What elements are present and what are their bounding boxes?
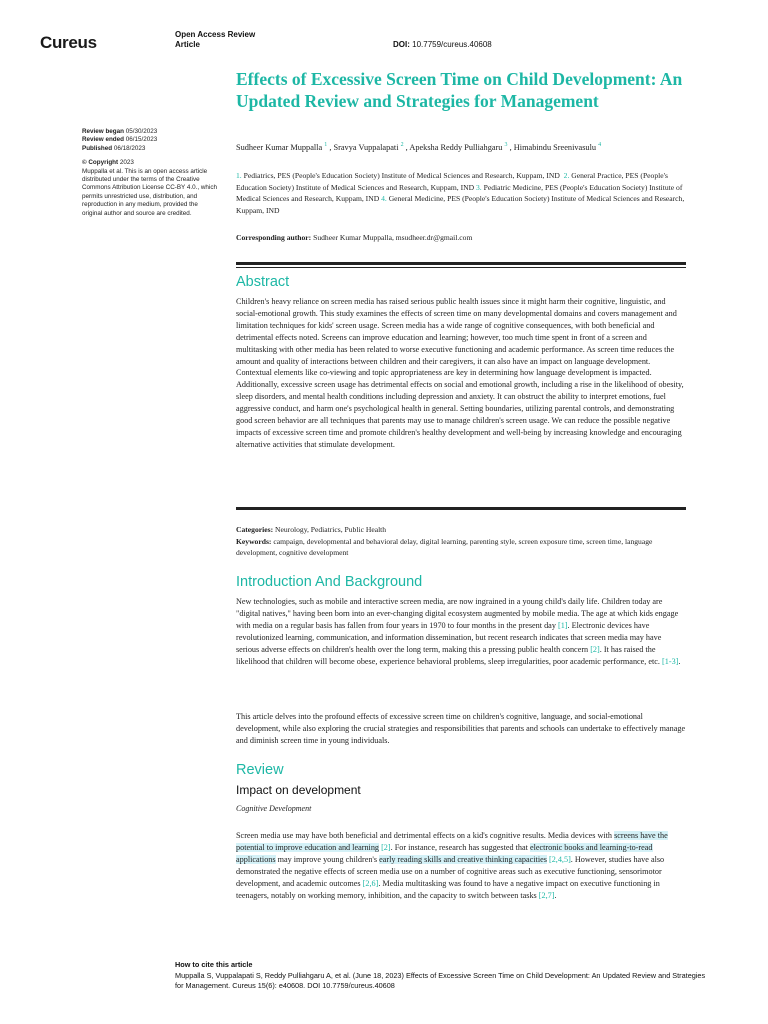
journal-logo: Cureus [40, 33, 97, 52]
text-run: New technologies, such as mobile and interactive screen media, are now ingrained in a young child's daily life. Children today are "digital natives," having been born into an ever-changing digital ecosystem augmented by mobile media. The age at which kids engage with media on a regular basis has fallen from four years in 1970 to four months in the present day [236, 597, 679, 630]
citation-footer [175, 960, 715, 992]
author-name[interactable]: Himabindu Sreenivasulu [513, 142, 597, 152]
affil-text: Pediatric Medicine, PES (People's Education Society) Institute of Medical Sciences and Research, Kuppam, IND [236, 182, 683, 204]
author-name[interactable]: Apeksha Reddy Pulliahgaru [409, 142, 503, 152]
corresponding-value[interactable]: Sudheer Kumar Muppalla, msudheer.dr@gmail.com [313, 233, 473, 242]
copyright [82, 159, 217, 167]
corresponding-author [236, 233, 686, 242]
text-run: . Media multitasking was found to have a negative impact on executive functioning in teenagers, notably on working memory, inhibition, and the capacity to switch between tasks [236, 878, 660, 900]
review-began [82, 128, 217, 136]
affiliations [236, 170, 686, 216]
divider [236, 507, 686, 510]
citation-link[interactable]: [2,6] [362, 878, 379, 888]
text-run: . [678, 656, 681, 666]
published [82, 145, 217, 153]
text-run: . However, studies have also demonstrated the negative effects of screen media use on a number of cognitive areas such as executive functioning, sensorimotor development, and academic outcomes [236, 854, 665, 888]
text-run: . For instance, research has suggested that [390, 842, 530, 852]
author-list: Sudheer Kumar Muppalla $^1$ , Sravya Vuppalapati $^2$ , Apeksha Reddy Pulliahgaru $^3$ , Himabindu Sreenivasulu $^4$ [236, 142, 602, 152]
copyright-year: 2023 [119, 159, 134, 167]
text-run: may improve young children's [275, 854, 380, 864]
categories-label: Categories: [236, 525, 274, 534]
author-affil-ref[interactable]: 4 [598, 142, 602, 148]
article-title: Effects of Excessive Screen Time on Child Development: An Updated Review and Strategies for Management [236, 69, 683, 111]
text-run: . [554, 890, 557, 900]
citation-link[interactable]: [2,7] [538, 890, 555, 900]
author-affil-ref[interactable]: 1 [324, 142, 328, 148]
citation-link[interactable]: [1] [557, 620, 568, 630]
intro-paragraph-1 [236, 596, 686, 667]
affil-num: 2. [563, 171, 570, 180]
corresponding-label: Corresponding author: [236, 233, 312, 242]
license-text: Muppalla et al. This is an open access article distributed under the terms of the Creative Commons Attribution License CC-BY 4.0., which permits unrestricted use, distribution, and reproduction in any medium, provided the original author and source are credited. [82, 167, 217, 217]
review-subheading: Impact on development [236, 783, 361, 797]
affil-text: Pediatrics, PES (People's Education Society) Institute of Medical Sciences and Research, Kuppam, IND [243, 171, 560, 180]
author-affil-ref[interactable]: 2 [400, 142, 404, 148]
intro-heading: Introduction And Background [236, 574, 423, 590]
header-doi [393, 40, 492, 49]
keywords-line [236, 536, 686, 559]
divider [236, 262, 686, 265]
published-label: Published [82, 144, 113, 152]
review-heading: Review [236, 762, 284, 778]
text-run: . It has raised the likelihood that children will become obese, experience behavioral problems, sleep irregularities, poor academic performance, etc. [236, 644, 663, 666]
published-date: 06/18/2023 [113, 144, 146, 152]
highlighted-text[interactable]: electronic books and learning-to-read applications [236, 842, 653, 864]
copyright-label: © Copyright [82, 159, 119, 167]
abstract-text: Children's heavy reliance on screen media has raised serious public health issues since it might harm their cognitive, linguistic, and social-emotional growth. This study examines the effects of screen time on many developmental domains and covers management and limitation techniques for kids' screen usage. Screen media has a wide range of cognitive consequences, with both beneficial and detrimental effects noted. Screens can improve education and learning; however, too much time spent in front of a screen and multitasking with other media has been related to worse executive functioning and academic performance. As screen time reduces the amount and quality of interactions between children and their caregivers, it can also have an impact on language development. Contextual elements like co-viewing and topic appropriateness are key in determining how language development is impacted. Additionally, excessive screen usage has detrimental effects on social and emotional growth, including a rise in the likelihood of obesity, sleep disorders, and mental health conditions including depression and anxiety. It can obstruct the ability to interpret emotions, fuel aggressive conduct, and harm one's psychological health in general. Setting boundaries, utilizing parental controls, and demonstrating good screen behavior are all techniques that parents may use to manage children's screen usage. We can reduce the possible negative impacts of excessive screen time and promote children's healthy development and well-being by increasing knowledge and encouraging alternative activities that stimulate development. [236, 297, 684, 449]
review-began-label: Review began [82, 128, 124, 135]
author-affil-ref[interactable]: 3 [504, 142, 508, 148]
divider [236, 267, 686, 268]
affil-num: 4. [381, 194, 387, 204]
categories-line [236, 524, 686, 536]
text-run: . Electronic devices have revolutionized learning, communication, and information dissemination, but recent research indicates that screen media may have serious adverse effects on children's health over the long term, making this a pressing public health concern [236, 620, 662, 654]
article-type [175, 30, 255, 50]
review-ended-label: Review ended [82, 136, 124, 144]
citation-link[interactable]: [2,4,5] [548, 854, 571, 864]
review-ended [82, 136, 217, 144]
citation-link[interactable]: [2] [590, 644, 600, 654]
cite-text: Muppalla S, Vuppalapati S, Reddy Pulliahgaru A, et al. (June 18, 2023) Effects of Excessive Screen Time on Child Development: An Updated Review and Strategies for Management. Cureus 15(6): e40608. DOI 10.7759/cureus.40608 [175, 970, 706, 990]
affil-text: General Practice, PES (People's Education Society) Institute of Medical Sciences and Research, Kuppam, IND [236, 171, 668, 192]
categories-block [236, 524, 686, 559]
citation-link[interactable]: [2] [381, 842, 391, 852]
review-subsubheading: Cognitive Development [236, 804, 312, 813]
affil-num: 3. [475, 182, 482, 192]
abstract-heading: Abstract [236, 274, 290, 290]
doi-value[interactable]: 10.7759/cureus.40608 [412, 40, 492, 49]
doi-label: DOI: [393, 40, 410, 49]
review-paragraph [236, 830, 686, 901]
author-name[interactable]: Sravya Vuppalapati [333, 142, 399, 152]
affil-text: General Medicine, PES (People's Education Society) Institute of Medical Sciences and Research, Kuppam, IND [236, 194, 685, 215]
article-type-line1: Open Access Review [175, 30, 256, 39]
keywords-label: Keywords: [236, 536, 272, 546]
cite-label: How to cite this article [175, 960, 253, 969]
citation-link[interactable]: [1-3] [662, 656, 679, 666]
keywords-value: campaign, developmental and behavioral delay, digital learning, parenting style, screen exposure time, screen time, language development, cognitive development [236, 536, 653, 558]
review-began-date: 05/30/2023 [125, 128, 158, 135]
text-run: Screen media use may have both beneficial and detrimental effects on a kid's cognitive results. Media devices with [236, 831, 615, 840]
categories-value: Neurology, Pediatrics, Public Health [275, 525, 387, 534]
review-ended-date: 06/15/2023 [125, 136, 158, 144]
article-type-line2: Article [175, 40, 200, 49]
highlighted-text[interactable]: screens have the potential to improve education and learning [236, 831, 668, 852]
intro-paragraph-2: This article delves into the profound effects of excessive screen time on children's cognitive, language, and social-emotional development, while also exploring the crucial strategies and responsibilities that parents and schools can undertake to effectively manage and diminish screen time in young individuals. [236, 712, 686, 745]
highlighted-text[interactable]: early reading skills and creative thinking capacities [379, 854, 547, 864]
affil-num: 1. [236, 171, 242, 180]
sidebar-meta [82, 128, 217, 218]
author-name[interactable]: Sudheer Kumar Muppalla [236, 142, 323, 152]
